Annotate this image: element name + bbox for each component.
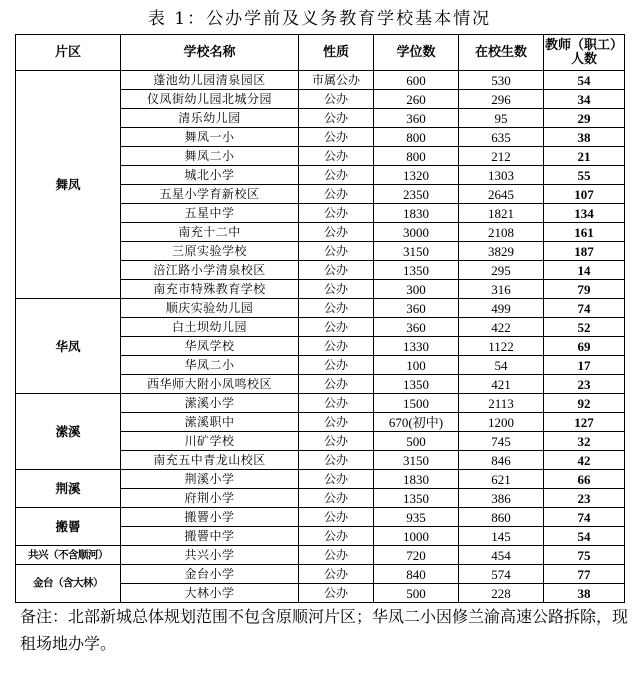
teachers-cell: 32 (544, 432, 625, 451)
seats-cell: 100 (374, 356, 459, 375)
students-cell: 95 (459, 109, 544, 128)
nature-cell: 公办 (299, 128, 374, 147)
table-row (16, 565, 625, 584)
teachers-cell: 38 (544, 584, 625, 603)
students-cell: 295 (459, 261, 544, 280)
students-cell: 212 (459, 147, 544, 166)
school-name-cell: 涪江路小学清泉校区 (121, 261, 299, 280)
header-seats: 学位数 (374, 35, 459, 71)
teachers-cell: 75 (544, 546, 625, 565)
seats-cell: 600 (374, 71, 459, 90)
header-school: 学校名称 (121, 35, 299, 71)
header-students: 在校生数 (459, 35, 544, 71)
district-cell: 华凤 (16, 299, 121, 394)
school-name-cell: 荆溪小学 (121, 470, 299, 489)
seats-cell: 935 (374, 508, 459, 527)
teachers-cell: 74 (544, 508, 625, 527)
students-cell: 499 (459, 299, 544, 318)
nature-cell: 公办 (299, 223, 374, 242)
students-cell: 1303 (459, 166, 544, 185)
teachers-cell: 161 (544, 223, 625, 242)
teachers-cell: 74 (544, 299, 625, 318)
nature-cell: 公办 (299, 489, 374, 508)
teachers-cell: 34 (544, 90, 625, 109)
district-cell: 潆溪 (16, 394, 121, 470)
school-name-cell: 南充五中青龙山校区 (121, 451, 299, 470)
school-name-cell: 舞凤一小 (121, 128, 299, 147)
nature-cell: 公办 (299, 356, 374, 375)
table-body (16, 71, 625, 603)
school-name-cell: 仪凤街幼儿园北城分园 (121, 90, 299, 109)
seats-cell: 720 (374, 546, 459, 565)
teachers-cell: 21 (544, 147, 625, 166)
school-name-cell: 金台小学 (121, 565, 299, 584)
seats-cell: 1350 (374, 375, 459, 394)
seats-cell: 1500 (374, 394, 459, 413)
table-title: 表 1：公办学前及义务教育学校基本情况 (147, 9, 492, 29)
school-name-cell: 顺庆实验幼儿园 (121, 299, 299, 318)
students-cell: 860 (459, 508, 544, 527)
nature-cell: 公办 (299, 147, 374, 166)
students-cell: 54 (459, 356, 544, 375)
teachers-cell: 66 (544, 470, 625, 489)
students-cell: 2645 (459, 185, 544, 204)
header-district: 片区 (16, 35, 121, 71)
school-name-cell: 南充市特殊教育学校 (121, 280, 299, 299)
nature-cell: 公办 (299, 109, 374, 128)
students-cell: 1200 (459, 413, 544, 432)
students-cell: 530 (459, 71, 544, 90)
seats-cell: 670(初中) (374, 413, 459, 432)
nature-cell: 公办 (299, 432, 374, 451)
students-cell: 574 (459, 565, 544, 584)
table-row (16, 470, 625, 489)
teachers-cell: 54 (544, 71, 625, 90)
nature-cell: 公办 (299, 261, 374, 280)
district-cell: 搬罾 (16, 508, 121, 546)
header-nature: 性质 (299, 35, 374, 71)
students-cell: 1821 (459, 204, 544, 223)
teachers-cell: 29 (544, 109, 625, 128)
school-name-cell: 大林小学 (121, 584, 299, 603)
nature-cell: 公办 (299, 185, 374, 204)
nature-cell: 公办 (299, 394, 374, 413)
school-name-cell: 搬罾中学 (121, 527, 299, 546)
nature-cell: 公办 (299, 280, 374, 299)
teachers-cell: 17 (544, 356, 625, 375)
school-name-cell: 城北小学 (121, 166, 299, 185)
teachers-cell: 23 (544, 489, 625, 508)
school-name-cell: 府荆小学 (121, 489, 299, 508)
seats-cell: 1000 (374, 527, 459, 546)
header-teachers (544, 35, 625, 71)
header-row (16, 35, 625, 71)
seats-cell: 2350 (374, 185, 459, 204)
students-cell: 454 (459, 546, 544, 565)
seats-cell: 360 (374, 299, 459, 318)
students-cell: 421 (459, 375, 544, 394)
seats-cell: 1830 (374, 470, 459, 489)
students-cell: 745 (459, 432, 544, 451)
school-name-cell: 潆溪小学 (121, 394, 299, 413)
students-cell: 145 (459, 527, 544, 546)
teachers-cell: 54 (544, 527, 625, 546)
seats-cell: 260 (374, 90, 459, 109)
teachers-cell: 127 (544, 413, 625, 432)
seats-cell: 500 (374, 432, 459, 451)
school-name-cell: 舞凤二小 (121, 147, 299, 166)
seats-cell: 3000 (374, 223, 459, 242)
seats-cell: 1350 (374, 261, 459, 280)
teachers-cell: 38 (544, 128, 625, 147)
students-cell: 386 (459, 489, 544, 508)
students-cell: 2108 (459, 223, 544, 242)
seats-cell: 3150 (374, 451, 459, 470)
nature-cell: 公办 (299, 204, 374, 223)
school-name-cell: 共兴小学 (121, 546, 299, 565)
district-cell: 舞凤 (16, 71, 121, 299)
students-cell: 422 (459, 318, 544, 337)
school-name-cell: 西华师大附小凤鸣校区 (121, 375, 299, 394)
school-name-cell: 五星中学 (121, 204, 299, 223)
school-name-cell: 川矿学校 (121, 432, 299, 451)
students-cell: 1122 (459, 337, 544, 356)
seats-cell: 1830 (374, 204, 459, 223)
nature-cell: 公办 (299, 375, 374, 394)
school-name-cell: 蓬池幼儿园清泉园区 (121, 71, 299, 90)
seats-cell: 1330 (374, 337, 459, 356)
teachers-cell: 187 (544, 242, 625, 261)
district-cell: 荆溪 (16, 470, 121, 508)
nature-cell: 公办 (299, 584, 374, 603)
table-row (16, 394, 625, 413)
header-teachers-line2: 人数 (570, 51, 597, 67)
teachers-cell: 107 (544, 185, 625, 204)
teachers-cell: 42 (544, 451, 625, 470)
students-cell: 846 (459, 451, 544, 470)
teachers-cell: 23 (544, 375, 625, 394)
nature-cell: 公办 (299, 565, 374, 584)
district-cell: 金台（含大林） (16, 565, 121, 603)
seats-cell: 800 (374, 128, 459, 147)
nature-cell: 公办 (299, 413, 374, 432)
school-name-cell: 南充十二中 (121, 223, 299, 242)
school-name-cell: 华凤二小 (121, 356, 299, 375)
nature-cell: 公办 (299, 166, 374, 185)
nature-cell: 公办 (299, 470, 374, 489)
teachers-cell: 14 (544, 261, 625, 280)
seats-cell: 360 (374, 109, 459, 128)
school-name-cell: 白土坝幼儿园 (121, 318, 299, 337)
students-cell: 3829 (459, 242, 544, 261)
students-cell: 2113 (459, 394, 544, 413)
table-row (16, 71, 625, 90)
nature-cell: 公办 (299, 318, 374, 337)
teachers-cell: 52 (544, 318, 625, 337)
nature-cell: 公办 (299, 527, 374, 546)
teachers-cell: 92 (544, 394, 625, 413)
table-row (16, 546, 625, 565)
nature-cell: 公办 (299, 337, 374, 356)
students-cell: 316 (459, 280, 544, 299)
students-cell: 635 (459, 128, 544, 147)
seats-cell: 800 (374, 147, 459, 166)
school-name-cell: 潆溪职中 (121, 413, 299, 432)
students-cell: 621 (459, 470, 544, 489)
school-name-cell: 清乐幼儿园 (121, 109, 299, 128)
school-name-cell: 搬罾小学 (121, 508, 299, 527)
teachers-cell: 77 (544, 565, 625, 584)
district-cell: 共兴（不含顺河） (16, 546, 121, 565)
table-row (16, 299, 625, 318)
school-name-cell: 五星小学育新校区 (121, 185, 299, 204)
nature-cell: 公办 (299, 299, 374, 318)
teachers-cell: 134 (544, 204, 625, 223)
school-name-cell: 三原实验学校 (121, 242, 299, 261)
teachers-cell: 79 (544, 280, 625, 299)
nature-cell: 公办 (299, 508, 374, 527)
nature-cell: 公办 (299, 242, 374, 261)
students-cell: 296 (459, 90, 544, 109)
schools-table (15, 34, 625, 603)
seats-cell: 3150 (374, 242, 459, 261)
header-teachers-line1: 教师（职工） (544, 37, 623, 53)
table-row (16, 508, 625, 527)
seats-cell: 360 (374, 318, 459, 337)
seats-cell: 300 (374, 280, 459, 299)
students-cell: 228 (459, 584, 544, 603)
nature-cell: 公办 (299, 546, 374, 565)
teachers-cell: 69 (544, 337, 625, 356)
seats-cell: 1350 (374, 489, 459, 508)
teachers-cell: 55 (544, 166, 625, 185)
school-name-cell: 华凤学校 (121, 337, 299, 356)
seats-cell: 500 (374, 584, 459, 603)
nature-cell: 公办 (299, 451, 374, 470)
nature-cell: 公办 (299, 90, 374, 109)
seats-cell: 840 (374, 565, 459, 584)
nature-cell: 市属公办 (299, 71, 374, 90)
footnote: 备注：北部新城总体规划范围不包含原顺河片区；华凤二小因修兰渝高速公路拆除，现租场地办学。 (20, 607, 629, 653)
seats-cell: 1320 (374, 166, 459, 185)
